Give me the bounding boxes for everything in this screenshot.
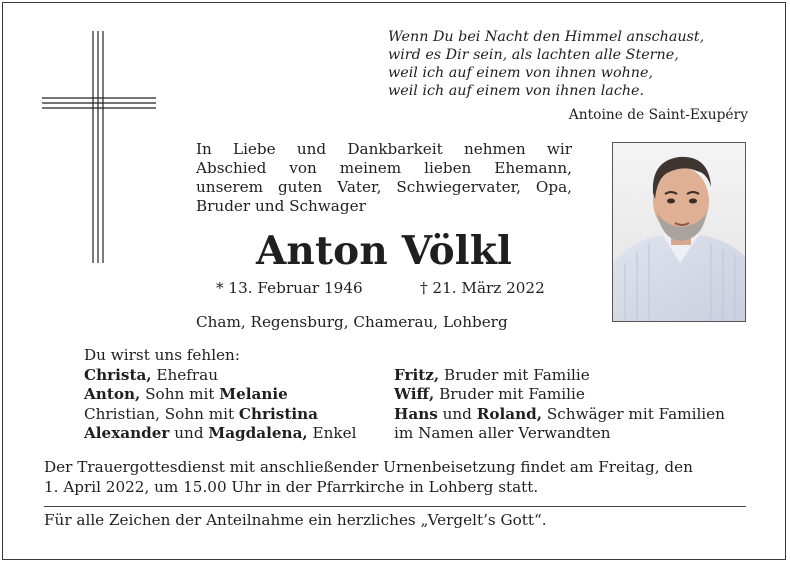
mourner-relation: Sohn mit	[159, 404, 239, 423]
quote-author: Antoine de Saint-Exupéry	[568, 107, 748, 123]
mourner-name: Hans	[394, 404, 438, 423]
mourner-relation: Bruder mit Familie	[439, 365, 590, 384]
portrait-photo	[612, 142, 746, 322]
intro-text	[196, 140, 572, 216]
intro-line: unserem guten Vater, Schwiegervater, Opa,	[196, 178, 572, 196]
mourner-entry	[394, 385, 725, 405]
divider	[44, 506, 746, 507]
mourner-name: Anton,	[84, 385, 141, 404]
intro-line: Abschied von meinem lieben Ehemann,	[196, 159, 572, 177]
intro-line: In Liebe und Dankbarkeit nehmen wir	[196, 140, 572, 158]
mourner-entry	[394, 366, 725, 386]
mourner-name: Melanie	[219, 385, 288, 404]
mourner-name: Magdalena,	[208, 424, 308, 443]
quote-line: weil ich auf einem von ihnen lache.	[388, 83, 645, 99]
mourner-relation: Christian,	[84, 404, 160, 423]
mourner-entry	[394, 424, 725, 444]
mourner-relation: im Namen aller Verwandten	[394, 424, 611, 443]
mourner-entry	[84, 366, 356, 386]
mourner-name: Roland,	[476, 404, 543, 423]
quote-line: wird es Dir sein, als lachten alle Sterne,	[388, 47, 679, 63]
deceased-name: Anton Völkl	[255, 228, 513, 274]
quote-line: weil ich auf einem von ihnen wohne,	[388, 65, 653, 81]
service-line: Der Trauergottesdienst mit anschließender Urnenbeisetzung findet am Freitag, den	[44, 458, 693, 476]
mourner-relation: und	[437, 404, 477, 423]
mourner-name: Alexander	[84, 424, 170, 443]
cross-icon	[40, 31, 160, 269]
mourners-heading: Du wirst uns fehlen:	[84, 346, 240, 364]
mourner-relation: und	[169, 424, 209, 443]
intro-line: Bruder und Schwager	[196, 197, 366, 215]
quote	[388, 28, 748, 100]
mourners	[84, 346, 725, 443]
quote-line: Wenn Du bei Nacht den Himmel anschaust,	[388, 29, 705, 45]
mourner-name: Christina	[238, 404, 319, 423]
mourner-entry	[394, 405, 725, 425]
mourners-left-column	[84, 366, 356, 444]
mourner-entry	[84, 424, 356, 444]
places: Cham, Regensburg, Chamerau, Lohberg	[196, 313, 508, 331]
mourner-name: Christa,	[84, 365, 152, 384]
service-notice	[44, 458, 748, 497]
mourner-entry	[84, 405, 356, 425]
mourner-name: Fritz,	[394, 365, 440, 384]
death-date: † 21. März 2022	[420, 279, 545, 297]
service-line: 1. April 2022, um 15.00 Uhr in der Pfarrkirche in Lohberg statt.	[44, 477, 539, 496]
mourner-relation: Enkel	[307, 424, 357, 443]
mourner-name: Wiff,	[394, 385, 435, 404]
mourner-relation: Ehefrau	[151, 365, 219, 384]
thanks-text: Für alle Zeichen der Anteilnahme ein herzliches „Vergelt’s Gott“.	[44, 511, 547, 529]
mourner-relation: Bruder mit Familie	[434, 385, 585, 404]
mourner-relation: Schwäger mit Familien	[542, 404, 725, 423]
mourners-right-column	[394, 366, 725, 444]
mourner-entry	[84, 385, 356, 405]
mourner-relation: Sohn mit	[140, 385, 220, 404]
birth-date: * 13. Februar 1946	[216, 279, 363, 297]
